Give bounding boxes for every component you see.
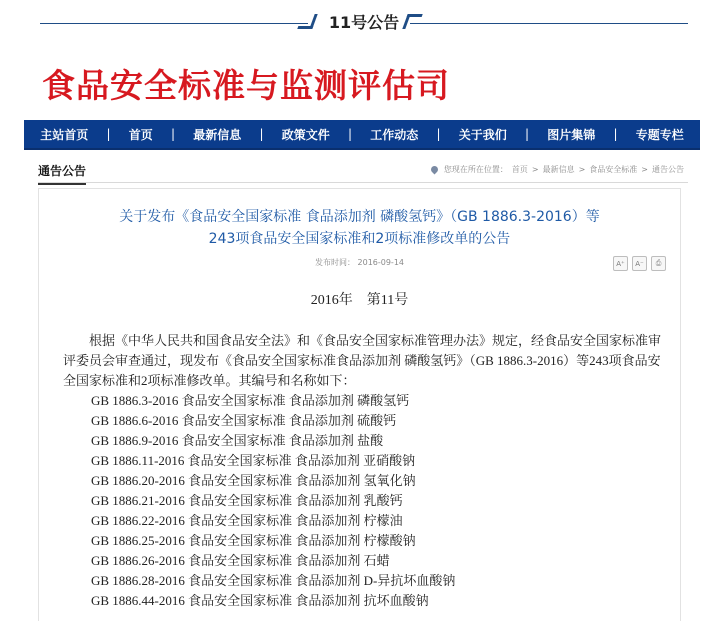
article-panel	[38, 188, 681, 621]
standard-item: GB 1886.25-2016 食品安全国家标准 食品添加剂 柠檬酸钠	[91, 533, 416, 548]
nav-separator: |	[170, 127, 176, 141]
nav-separator: |	[106, 127, 111, 141]
breadcrumb-separator: >	[641, 165, 648, 174]
nav-item[interactable]: 最新信息	[193, 127, 242, 142]
location-pin-icon	[429, 165, 439, 175]
main-nav	[24, 120, 700, 150]
nav-item[interactable]: 关于我们	[458, 127, 507, 142]
nav-item[interactable]: 主站首页	[40, 127, 89, 142]
nav-item[interactable]: 政策文件	[281, 127, 330, 142]
standard-item: GB 1886.20-2016 食品安全国家标准 食品添加剂 氢氧化钠	[91, 473, 416, 488]
article-title-line2: 243项食品安全国家标准和2项标准修改单的公告	[208, 231, 511, 247]
breadcrumb-item[interactable]: 通告公告	[652, 165, 684, 174]
nav-item[interactable]: 工作动态	[370, 127, 419, 142]
nav-separator: |	[613, 127, 618, 141]
site-title: 食品安全标准与监测评估司	[42, 66, 450, 105]
nav-item[interactable]: 图片集锦	[547, 127, 596, 142]
article-title[interactable]	[39, 206, 680, 250]
print-icon[interactable]: ⎙	[651, 256, 666, 271]
nav-item[interactable]: 专题专栏	[635, 127, 684, 142]
font-decrease-icon[interactable]: A⁻	[632, 256, 647, 271]
nav-separator: |	[347, 127, 353, 141]
standard-item: GB 1886.26-2016 食品安全国家标准 食品添加剂 石蜡	[91, 553, 390, 568]
badge-text: 11号公告	[328, 13, 400, 32]
standard-item: GB 1886.22-2016 食品安全国家标准 食品添加剂 柠檬油	[91, 513, 403, 528]
section-title: 通告公告	[38, 164, 87, 178]
document-number: 2016年 第11号	[310, 293, 409, 308]
announcement-badge	[0, 6, 728, 36]
article-body: 根据《中华人民共和国食品安全法》和《食品安全国家标准管理办法》规定，经食品安全国家标准审评委员会审查通过，现发布《食品安全国家标准食品添加剂 磷酸氢钙》（GB 1886.3-2016）等243项食品安全国家标准和2项标准修改单。其编号和名称如下：	[63, 333, 662, 388]
standard-item: GB 1886.6-2016 食品安全国家标准 食品添加剂 硫酸钙	[91, 413, 397, 428]
standard-item: GB 1886.21-2016 食品安全国家标准 食品添加剂 乳酸钙	[91, 493, 403, 508]
standards-list	[91, 391, 455, 611]
breadcrumb-item[interactable]: 最新信息	[542, 165, 575, 174]
breadcrumb-item[interactable]: 食品安全标准	[589, 165, 638, 174]
nav-separator: |	[436, 127, 441, 141]
nav-separator: |	[259, 127, 264, 141]
publish-date: 发布时间： 2016-09-14	[314, 258, 405, 267]
divider-right	[410, 23, 688, 24]
breadcrumb-separator: >	[578, 165, 586, 174]
article-title-line1: 关于发布《食品安全国家标准 食品添加剂 磷酸氢钙》（GB 1886.3-2016）等	[119, 209, 600, 225]
standard-item: GB 1886.3-2016 食品安全国家标准 食品添加剂 磷酸氢钙	[91, 393, 410, 408]
standard-item: GB 1886.44-2016 食品安全国家标准 食品添加剂 抗坏血酸钠	[91, 593, 429, 608]
standard-item: GB 1886.28-2016 食品安全国家标准 食品添加剂 D-异抗坏血酸钠	[91, 573, 456, 588]
breadcrumb	[431, 164, 684, 175]
nav-item[interactable]: 首页	[128, 127, 153, 142]
section-header	[38, 160, 688, 183]
breadcrumb-item[interactable]: 首页	[511, 165, 528, 174]
standard-item: GB 1886.9-2016 食品安全国家标准 食品添加剂 盐酸	[91, 433, 384, 448]
breadcrumb-separator: >	[531, 165, 539, 174]
article-tools	[613, 256, 666, 271]
breadcrumb-prefix: 您现在所在位置：	[443, 165, 508, 174]
font-increase-icon[interactable]: A⁺	[613, 256, 628, 271]
nav-separator: |	[524, 127, 530, 141]
standard-item: GB 1886.11-2016 食品安全国家标准 食品添加剂 亚硝酸钠	[91, 453, 416, 468]
